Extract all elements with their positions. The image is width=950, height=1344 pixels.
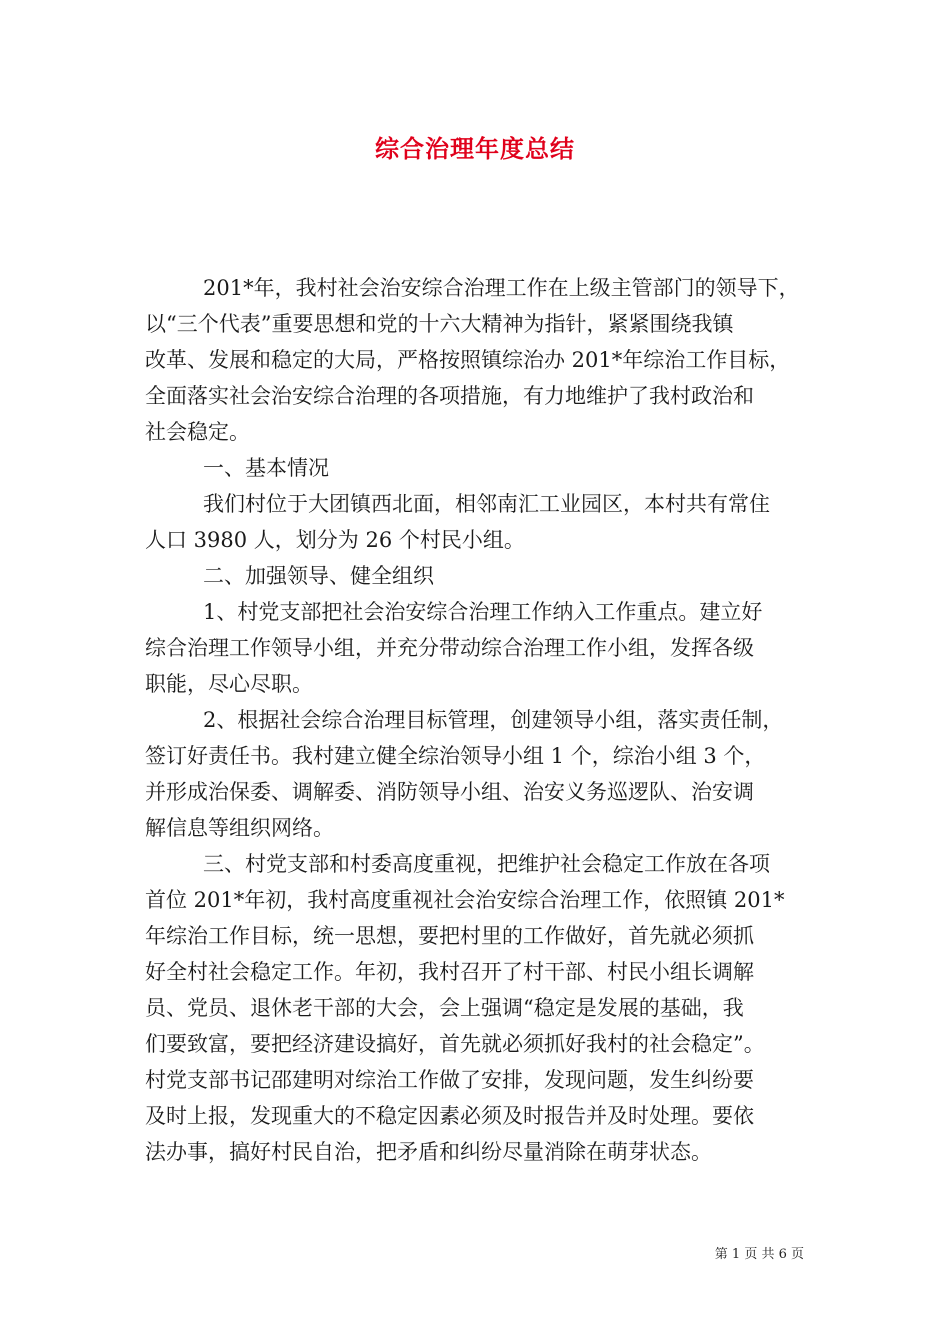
body-line: 并形成治保委、调解委、消防领导小组、治安义务巡逻队、治安调 (145, 780, 754, 804)
body-line: 2、根据社会综合治理目标管理，创建领导小组，落实责任制， (203, 708, 784, 732)
body-line: 年综治工作目标，统一思想，要把村里的工作做好，首先就必须抓 (145, 924, 754, 948)
body-line: 以“三个代表”重要思想和党的十六大精神为指针，紧紧围绕我镇 (145, 312, 734, 336)
body-line: 社会稳定。 (145, 420, 250, 444)
body-line: 员、党员、退休老干部的大会，会上强调“稳定是发展的基础，我 (145, 996, 744, 1020)
body-line: 首位 201*年初，我村高度重视社会治安综合治理工作，依照镇 201* (145, 888, 785, 912)
body-line: 职能，尽心尽职。 (145, 672, 313, 696)
body-line: 1、村党支部把社会治安综合治理工作纳入工作重点。建立好 (203, 600, 763, 624)
body-line: 们要致富，要把经济建设搞好，首先就必须抓好我村的社会稳定”。 (145, 1032, 765, 1056)
body-line: 全面落实社会治安综合治理的各项措施，有力地维护了我村政治和 (145, 384, 754, 408)
body-line: 二、加强领导、健全组织 (203, 564, 434, 588)
document-body (145, 270, 830, 1170)
body-line: 综合治理工作领导小组，并充分带动综合治理工作小组，发挥各级 (145, 636, 754, 660)
body-line: 法办事，搞好村民自治，把矛盾和纠纷尽量消除在萌芽状态。 (145, 1140, 712, 1164)
body-line: 签订好责任书。我村建立健全综治领导小组 1 个，综治小组 3 个， (145, 744, 766, 768)
page-number: 第 1 页 共 6 页 (714, 1247, 804, 1262)
document-title: 综合治理年度总结 (375, 134, 575, 163)
body-line: 及时上报，发现重大的不稳定因素必须及时报告并及时处理。要依 (145, 1104, 754, 1128)
body-line: 一、基本情况 (203, 456, 329, 480)
body-line: 改革、发展和稳定的大局，严格按照镇综治办 201*年综治工作目标， (145, 348, 791, 372)
body-line: 我们村位于大团镇西北面，相邻南汇工业园区，本村共有常住 (203, 492, 770, 516)
body-line: 好全村社会稳定工作。年初，我村召开了村干部、村民小组长调解 (145, 960, 754, 984)
body-line: 村党支部书记邵建明对综治工作做了安排，发现问题，发生纠纷要 (145, 1068, 754, 1092)
body-line: 解信息等组织网络。 (145, 816, 334, 840)
body-line: 201*年，我村社会治安综合治理工作在上级主管部门的领导下， (203, 276, 800, 300)
body-line: 三、村党支部和村委高度重视，把维护社会稳定工作放在各项 (203, 852, 770, 876)
body-line: 人口 3980 人，划分为 26 个村民小组。 (145, 528, 525, 552)
